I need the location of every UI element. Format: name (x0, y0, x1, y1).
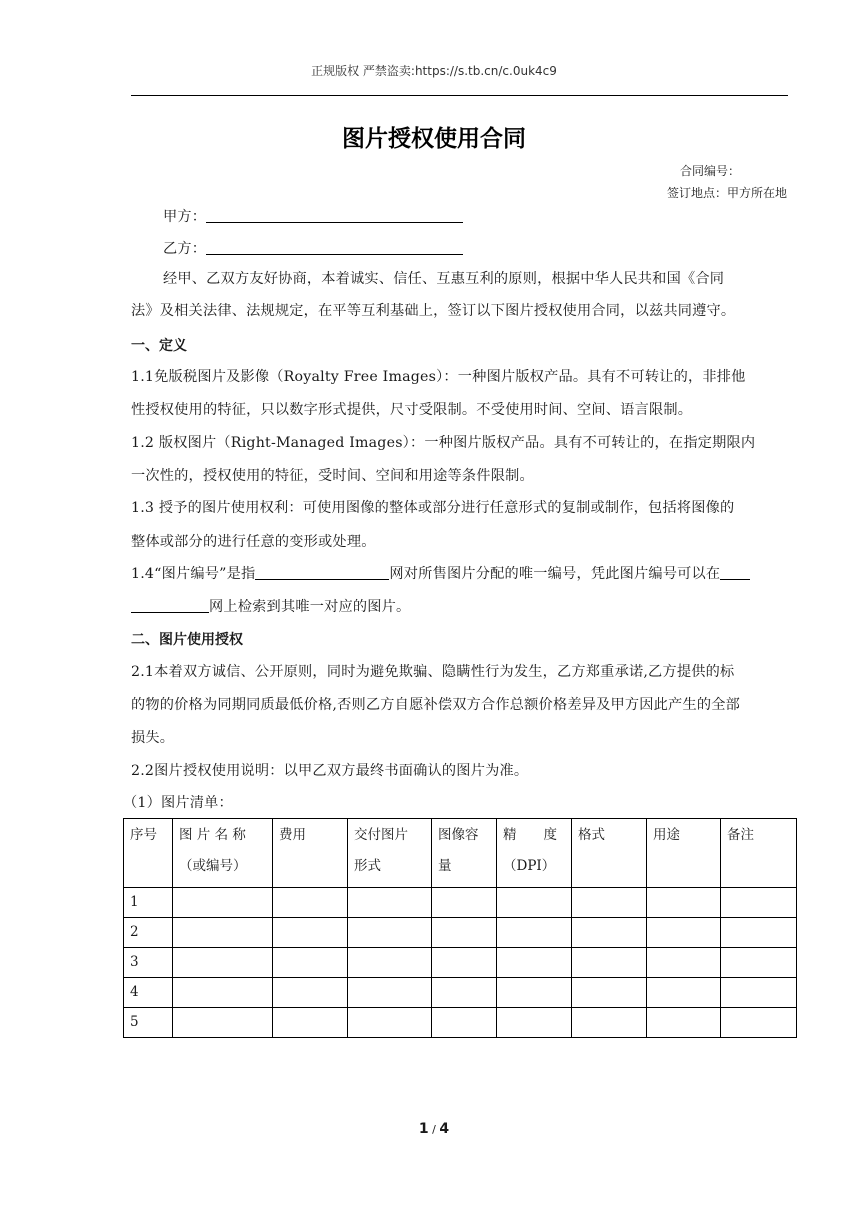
table-cell[interactable] (647, 918, 721, 948)
table-cell[interactable] (432, 888, 497, 918)
table-row (124, 978, 797, 1008)
table-cell[interactable] (173, 948, 273, 978)
table-cell[interactable] (497, 978, 572, 1008)
section-1-title: 一、定义 (131, 338, 187, 354)
table-cell[interactable] (348, 888, 432, 918)
table-cell[interactable] (721, 888, 797, 918)
table-cell[interactable] (721, 1008, 797, 1038)
table-row (124, 1008, 797, 1038)
clause-1-3-line-1: 1.3 授予的图片使用权利：可使用图像的整体或部分进行任意形式的复制或制作，包括将图像的 (131, 500, 735, 516)
table-cell[interactable] (497, 918, 572, 948)
header-divider (131, 95, 788, 96)
header-delivery-form: 交付图片 形式 (348, 819, 432, 888)
table-cell[interactable] (432, 918, 497, 948)
row-seq: 2 (124, 918, 173, 948)
total-pages: 4 (439, 1121, 450, 1137)
page-header: 正规版权 严禁盗卖:https://s.tb.cn/c.0uk4c9 (311, 64, 557, 78)
table-header-row (124, 819, 797, 888)
table-cell[interactable] (647, 888, 721, 918)
header-dpi: 精 度 （DPI） (497, 819, 572, 888)
header-image-size: 图像容 量 (432, 819, 497, 888)
table-cell[interactable] (572, 978, 647, 1008)
header-seq: 序号 (124, 819, 173, 888)
table-row (124, 888, 797, 918)
table-cell[interactable] (572, 1008, 647, 1038)
current-page: 1 (418, 1121, 429, 1137)
clause-1-4-middle: 网对所售图片分配的唯一编号，凭此图片编号可以在 (389, 566, 721, 582)
party-a-label: 甲方： (163, 209, 207, 225)
picture-list-label: （1）图片清单： (123, 795, 233, 811)
table-cell[interactable] (273, 918, 348, 948)
table-cell[interactable] (348, 1008, 432, 1038)
page-number (0, 1121, 868, 1137)
party-b-blank[interactable] (206, 240, 463, 255)
row-seq: 5 (124, 1008, 173, 1038)
website-name-blank-1[interactable] (255, 565, 389, 580)
table-cell[interactable] (273, 1008, 348, 1038)
header-fee: 费用 (273, 819, 348, 888)
clause-2-1-line-2: 的物的价格为同期同质最低价格,否则乙方自愿补偿双方合作总额价格差异及甲方因此产生的全部 (131, 697, 740, 713)
table-cell[interactable] (273, 888, 348, 918)
table-cell[interactable] (497, 948, 572, 978)
table-row (124, 948, 797, 978)
party-b-line (163, 238, 823, 258)
clause-1-3-line-2: 整体或部分的进行任意的变形或处理。 (131, 534, 376, 550)
party-b-label: 乙方： (163, 241, 207, 257)
table-cell[interactable] (273, 978, 348, 1008)
clause-1-2-line-2: 一次性的，授权使用的特征，受时间、空间和用途等条件限制。 (131, 468, 534, 484)
contract-number-label: 合同编号： (679, 164, 740, 178)
clause-1-1-line-1: 1.1免版税图片及影像（Royalty Free Images）：一种图片版权产品。具有不可转让的，非排他 (131, 369, 746, 385)
clause-1-1-line-2: 性授权使用的特征，只以数字形式提供，尺寸受限制。不受使用时间、空间、语言限制。 (131, 402, 693, 418)
section-2-title: 二、图片使用授权 (131, 632, 243, 648)
table-cell[interactable] (348, 978, 432, 1008)
clause-1-4-line-2 (131, 596, 791, 616)
table-cell[interactable] (572, 918, 647, 948)
table-cell[interactable] (497, 888, 572, 918)
header-format: 格式 (572, 819, 647, 888)
table-cell[interactable] (173, 918, 273, 948)
clause-2-1-line-3: 损失。 (131, 730, 175, 746)
table-cell[interactable] (348, 948, 432, 978)
table-cell[interactable] (572, 888, 647, 918)
table-cell[interactable] (432, 1008, 497, 1038)
clause-1-4-line-1 (131, 563, 791, 583)
table-cell[interactable] (721, 978, 797, 1008)
header-usage: 用途 (647, 819, 721, 888)
intro-line-1: 经甲、乙双方友好协商，本着诚实、信任、互惠互利的原则，根据中华人民共和国《合同 (163, 271, 725, 287)
table-cell[interactable] (273, 948, 348, 978)
party-a-line (163, 206, 823, 226)
clause-1-4-prefix: 1.4“图片编号”是指 (131, 566, 256, 582)
header-remark: 备注 (721, 819, 797, 888)
party-a-blank[interactable] (206, 208, 463, 223)
picture-list-table (123, 818, 797, 1038)
document-title: 图片授权使用合同 (342, 126, 526, 152)
table-cell[interactable] (348, 918, 432, 948)
clause-2-1-line-1: 2.1本着双方诚信、公开原则，同时为避免欺骗、隐瞒性行为发生，乙方郑重承诺,乙方提供的标 (131, 664, 735, 680)
clause-2-2: 2.2图片授权使用说明：以甲乙双方最终书面确认的图片为准。 (131, 763, 529, 779)
signing-place: 签订地点：甲方所在地 (666, 186, 787, 200)
table-cell[interactable] (432, 948, 497, 978)
table-cell[interactable] (647, 948, 721, 978)
table-cell[interactable] (721, 918, 797, 948)
website-name-blank-2b[interactable] (131, 598, 209, 613)
intro-line-2: 法》及相关法律、法规规定，在平等互利基础上，签订以下图片授权使用合同，以兹共同遵守。 (131, 303, 736, 319)
table-cell[interactable] (647, 1008, 721, 1038)
row-seq: 4 (124, 978, 173, 1008)
header-name: 图 片 名 称 （或编号） (173, 819, 273, 888)
row-seq: 3 (124, 948, 173, 978)
table-cell[interactable] (721, 948, 797, 978)
table-row (124, 918, 797, 948)
row-seq: 1 (124, 888, 173, 918)
table-cell[interactable] (173, 1008, 273, 1038)
table-cell[interactable] (173, 888, 273, 918)
clause-1-4-suffix: 网上检索到其唯一对应的图片。 (209, 599, 411, 615)
table-cell[interactable] (173, 978, 273, 1008)
table-cell[interactable] (432, 978, 497, 1008)
clause-1-2-line-1: 1.2 版权图片（Right-Managed Images）：一种图片版权产品。具有不可转让的，在指定期限内 (131, 435, 756, 451)
table-cell[interactable] (497, 1008, 572, 1038)
page-separator: / (428, 1123, 440, 1136)
table-cell[interactable] (572, 948, 647, 978)
website-name-blank-2a[interactable] (720, 565, 750, 580)
table-cell[interactable] (647, 978, 721, 1008)
